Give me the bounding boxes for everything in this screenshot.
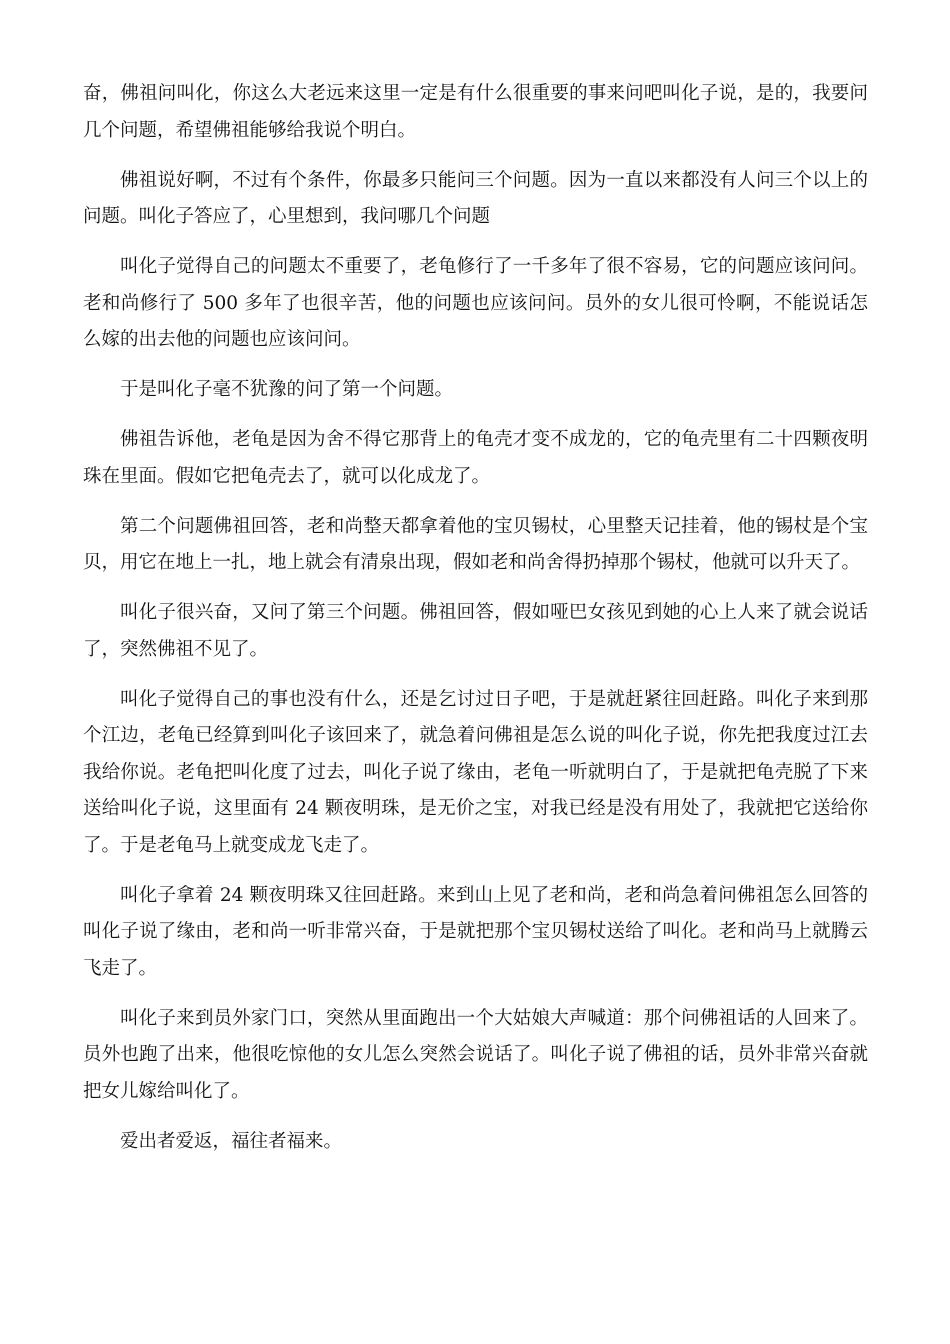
paragraph-10: 叫化子来到员外家门口，突然从里面跑出一个大姑娘大声喊道：那个问佛祖话的人回来了。员外也跑了出来，他很吃惊他的女儿怎么突然会说话了。叫化子说了佛祖的话，员外非常兴奋就把女儿嫁给叫化了。 (83, 1007, 868, 1102)
paragraph-11: 爱出者爱返，福往者福来。 (120, 1130, 343, 1152)
paragraph-1: 奋，佛祖问叫化，你这么大老远来这里一定是有什么很重要的事来问吧叫化子说，是的，我要问几个问题，希望佛祖能够给我说个明白。 (83, 83, 868, 141)
paragraph-8: 叫化子觉得自己的事也没有什么，还是乞讨过日子吧，于是就赶紧往回赶路。叫化子来到那个江边，老龟已经算到叫化子该回来了，就急着问佛祖是怎么说的叫化子说，你先把我度过江去我给你说。老龟把叫化度了过去，叫化子说了缘由，老龟一听就明白了，于是就把龟壳脱了下来送给叫化子说，这里面有 24 颗夜明珠，是无价之宝，对我已经是没有用处了，我就把它送给你了。于是老龟马上就变成龙飞走了。 (83, 688, 868, 856)
paragraph-7: 叫化子很兴奋，又问了第三个问题。佛祖回答，假如哑巴女孩见到她的心上人来了就会说话了，突然佛祖不见了。 (83, 602, 868, 660)
paragraph-2: 佛祖说好啊，不过有个条件，你最多只能问三个问题。因为一直以来都没有人问三个以上的问题。叫化子答应了，心里想到，我问哪几个问题 (83, 169, 868, 227)
document-body (83, 76, 868, 1174)
paragraph-6: 第二个问题佛祖回答，老和尚整天都拿着他的宝贝锡杖，心里整天记挂着，他的锡杖是个宝贝，用它在地上一扎，地上就会有清泉出现，假如老和尚舍得扔掉那个锡杖，他就可以升天了。 (83, 515, 868, 573)
paragraph-5: 佛祖告诉他，老龟是因为舍不得它那背上的龟壳才变不成龙的，它的龟壳里有二十四颗夜明珠在里面。假如它把龟壳去了，就可以化成龙了。 (83, 429, 868, 487)
paragraph-4: 于是叫化子毫不犹豫的问了第一个问题。 (120, 379, 454, 400)
paragraph-3: 叫化子觉得自己的问题太不重要了，老龟修行了一千多年了很不容易，它的问题应该问问。老和尚修行了 500 多年了也很辛苦，他的问题也应该问问。员外的女儿很可怜啊，不能说话怎么嫁的出去他的问题也应该问问。 (83, 256, 868, 350)
paragraph-9: 叫化子拿着 24 颗夜明珠又往回赶路。来到山上见了老和尚，老和尚急着问佛祖怎么回答的叫化子说了缘由，老和尚一听非常兴奋，于是就把那个宝贝锡杖送给了叫化。老和尚马上就腾云飞走了。 (83, 884, 868, 979)
